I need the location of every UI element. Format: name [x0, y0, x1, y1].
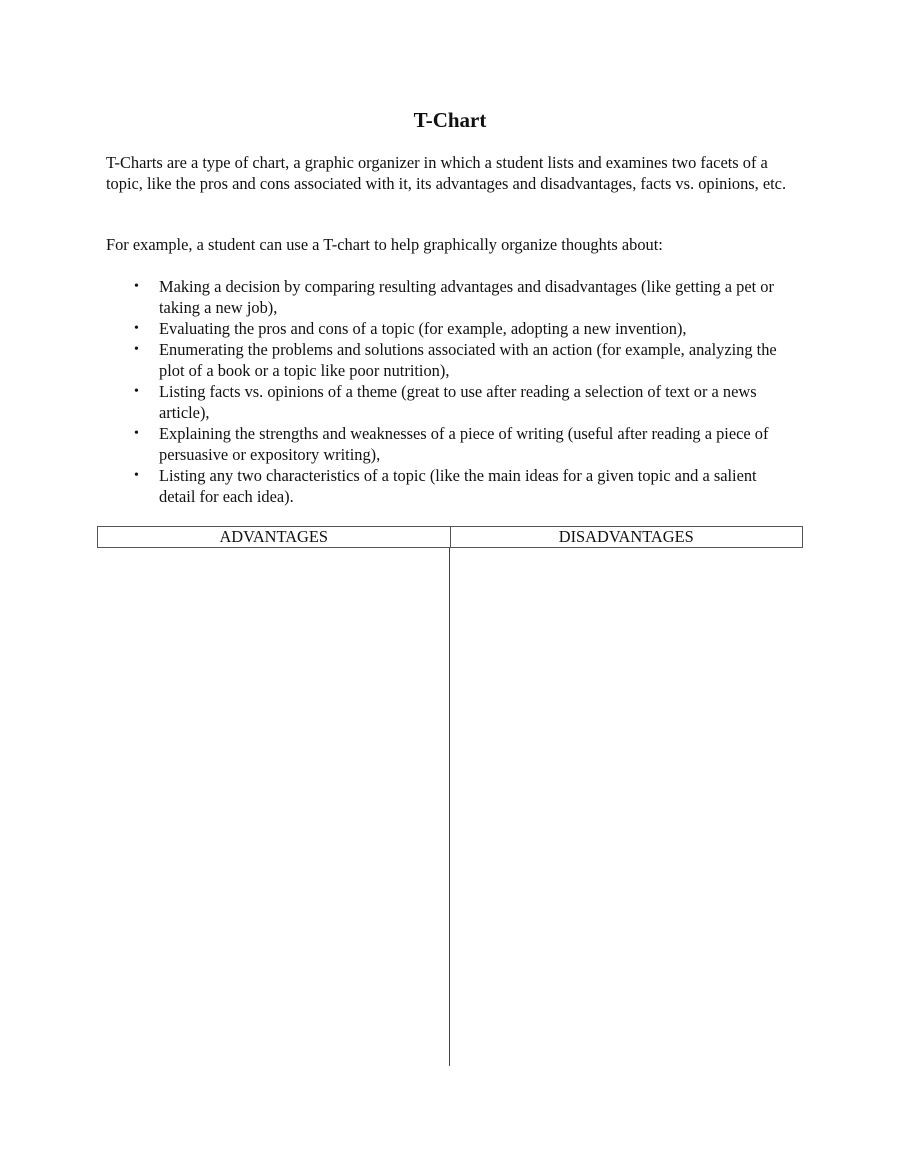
list-item: [106, 381, 796, 423]
disadvantages-header: DISADVANTAGES: [450, 527, 803, 547]
example-paragraph: For example, a student can use a T-chart to help graphically organize thoughts about:: [106, 235, 663, 254]
list-item-text: Enumerating the problems and solutions associated with an action (for example, analyzing the plot of a book or a topic like poor nutrition),: [159, 340, 777, 380]
list-item-text: Explaining the strengths and weaknesses of a piece of writing (useful after reading a piece of persuasive or expository writing),: [159, 424, 769, 464]
t-chart-center-divider: [449, 548, 450, 1066]
page-title: T-Chart: [413, 108, 487, 132]
list-item-text: Making a decision by comparing resulting advantages and disadvantages (like getting a pet or taking a new job),: [159, 277, 774, 317]
bullet-icon: •: [134, 384, 139, 399]
bullet-list: [106, 276, 796, 507]
t-chart-header-row: [97, 526, 803, 548]
bullet-icon: •: [134, 468, 139, 483]
intro-paragraph: T-Charts are a type of chart, a graphic organizer in which a student lists and examines two facets of a topic, like the pros and cons associated with it, its advantages and disadvantages, facts vs. opinions, etc.: [106, 153, 787, 193]
list-item: [106, 423, 796, 465]
bullet-icon: •: [134, 279, 139, 294]
list-item-text: Listing facts vs. opinions of a theme (great to use after reading a selection of text or a news article),: [159, 382, 757, 422]
list-item: [106, 339, 796, 381]
list-item: [106, 318, 796, 339]
list-item-text: Evaluating the pros and cons of a topic (for example, adopting a new invention),: [159, 319, 687, 338]
bullet-icon: •: [134, 321, 139, 336]
list-item: [106, 465, 796, 507]
t-chart: [97, 526, 803, 548]
list-item: [106, 276, 796, 318]
advantages-header: ADVANTAGES: [219, 527, 329, 546]
bullet-icon: •: [134, 426, 139, 441]
list-item-text: Listing any two characteristics of a topic (like the main ideas for a given topic and a salient detail for each idea).: [159, 466, 757, 506]
bullet-icon: •: [134, 342, 139, 357]
